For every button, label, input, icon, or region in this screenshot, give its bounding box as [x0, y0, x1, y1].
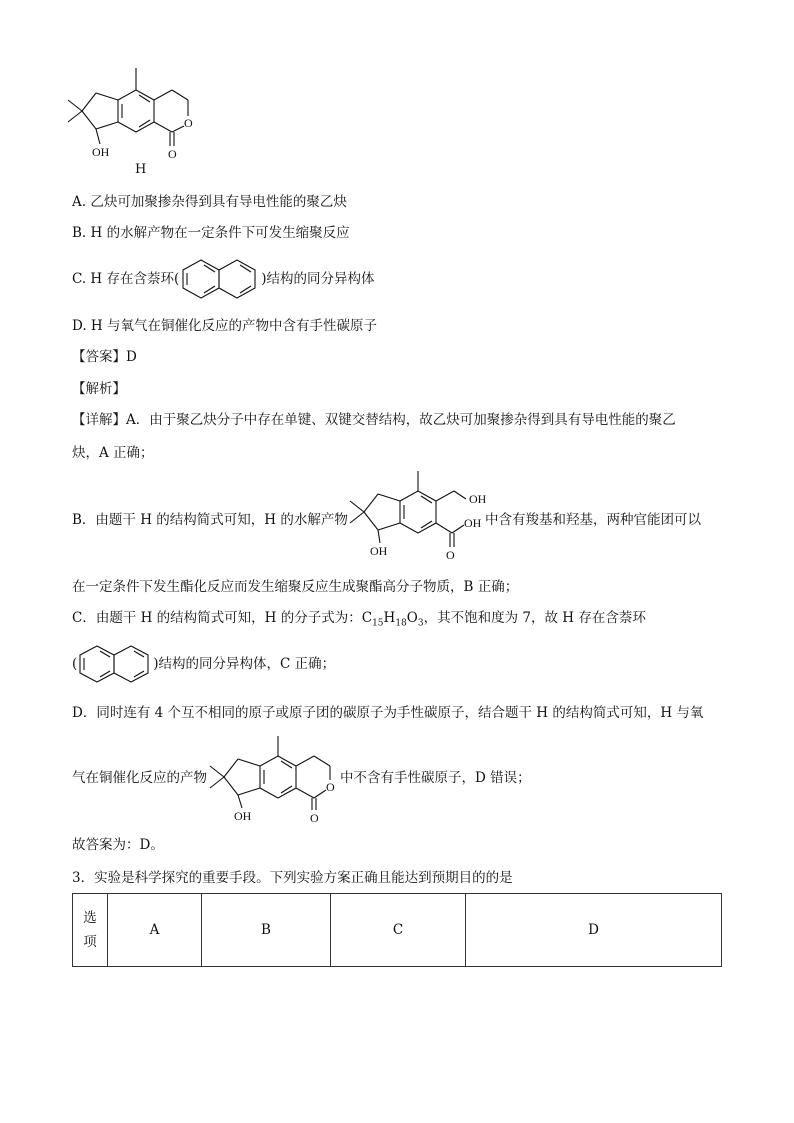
detail-d-line1: D．同时连有 4 个互不相同的原子或原子团的碳原子为手性碳原子，结合题干 H 的结构简式可知，H 与氧	[72, 705, 704, 721]
column-c: C	[331, 894, 466, 967]
detail-b-suffix: 中含有羧基和羟基，两种官能团可以	[485, 512, 701, 528]
detail-c-line2-prefix: (	[72, 656, 78, 672]
naphthalene-icon-2	[77, 644, 153, 684]
detail-c-line2	[72, 642, 335, 686]
analysis-label: 【解析】	[72, 381, 126, 397]
atom-o: O	[184, 116, 193, 130]
naphthalene-icon	[179, 258, 261, 300]
option-b: B. H 的水解产物在一定条件下可发生缩聚反应	[72, 225, 350, 241]
option-d: D. H 与氧气在铜催化反应的产物中含有手性碳原子	[72, 318, 377, 334]
column-b: B	[202, 894, 331, 967]
detail-a-line2: 炔，A 正确；	[72, 445, 154, 461]
formula-o-count: 3	[417, 618, 424, 629]
header-cell	[73, 894, 108, 967]
column-a: A	[108, 894, 202, 967]
option-c-prefix: C. H 存在含萘环(	[72, 271, 180, 287]
question-3: 3．实验是科学探究的重要手段。下列实验方案正确且能达到预期目的的是	[72, 870, 513, 886]
detail-c-line1	[72, 609, 646, 633]
option-c-suffix: )结构的同分异构体	[261, 271, 375, 287]
table-row	[73, 894, 722, 967]
detail-d-prefix: 气在铜催化反应的产物	[72, 770, 207, 786]
atom-o-ring: O	[326, 780, 335, 794]
detail-c-line2-suffix: )结构的同分异构体，C 正确；	[153, 656, 336, 672]
detail-b-prefix: B．由题干 H 的结构简式可知，H 的水解产物	[72, 512, 348, 528]
formula-h: H	[383, 610, 396, 626]
formula-o: O	[406, 610, 418, 626]
atom-o-double: O	[168, 147, 177, 161]
oxidation-product-structure	[206, 730, 346, 840]
detail-c-suffix: ，其不饱和度为 7，故 H 存在含萘环	[423, 610, 646, 626]
atom-acid-oh: OH	[464, 516, 482, 530]
detail-a-line1: 【详解】A．由于聚乙炔分子中存在单键、双键交替结构，故乙炔可加聚掺杂得到具有导电性能的聚乙	[72, 412, 676, 428]
detail-d-suffix: 中不含有手性碳原子，D 错误；	[340, 770, 531, 786]
formula-c-count: 15	[372, 618, 384, 629]
conclusion: 故答案为：D。	[72, 837, 164, 853]
detail-c-prefix: C．由题干 H 的结构简式可知，H 的分子式为：C	[72, 610, 373, 626]
compound-h-structure	[64, 60, 204, 180]
options-table	[72, 893, 722, 967]
column-d: D	[466, 894, 722, 967]
hydrolysis-product-structure	[346, 465, 486, 575]
atom-product-oh: OH	[370, 544, 388, 558]
atom-acid-o: O	[446, 548, 455, 562]
header-cell-line2: 项	[83, 934, 97, 950]
option-a: A. 乙炔可加聚掺杂得到具有导电性能的聚乙炔	[72, 194, 347, 210]
header-cell-line1: 选	[83, 910, 97, 926]
option-c	[72, 257, 375, 301]
compound-label: H	[135, 162, 147, 177]
detail-b-line2: 在一定条件下发生酯化反应而发生缩聚反应生成聚酯高分子物质，B 正确；	[72, 579, 519, 595]
atom-o-carbonyl: O	[310, 811, 319, 825]
answer-label: 【答案】D	[72, 349, 137, 365]
formula-h-count: 18	[395, 618, 407, 629]
atom-oh: OH	[92, 145, 110, 159]
atom-ch2-oh: OH	[469, 492, 487, 506]
atom-d-oh: OH	[234, 809, 252, 823]
